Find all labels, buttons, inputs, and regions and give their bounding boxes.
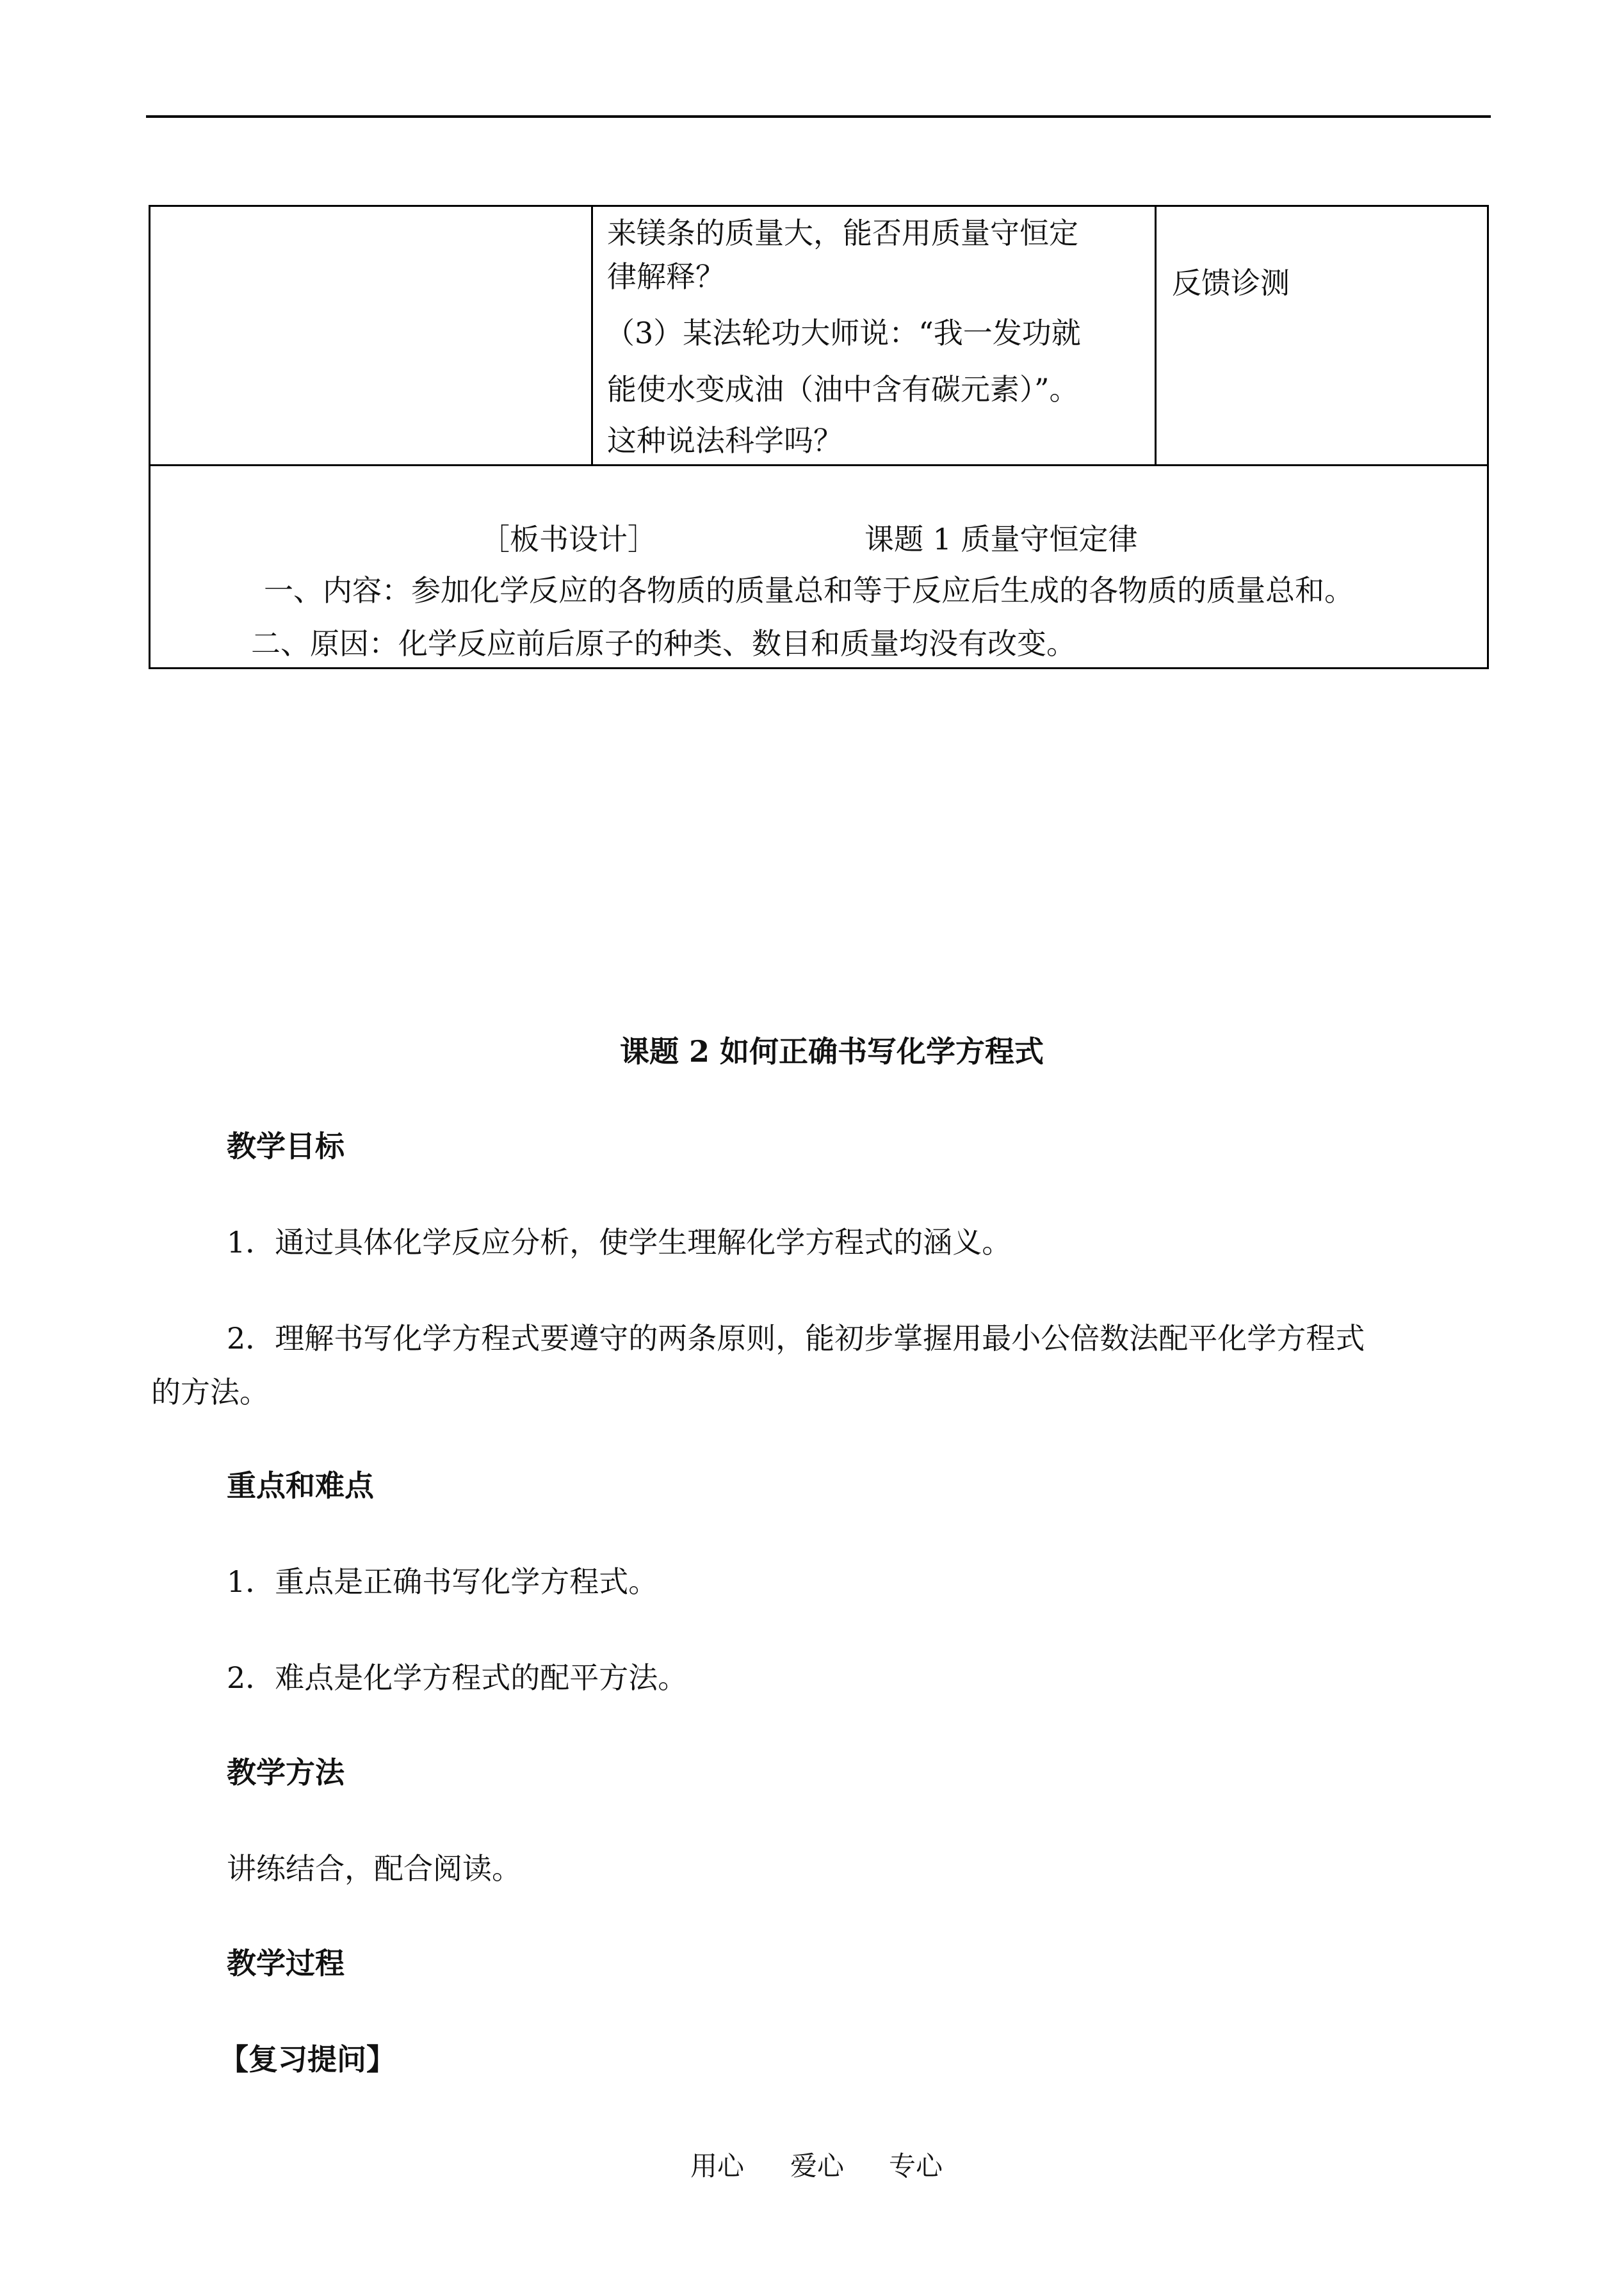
middle-cell-line: （3）某法轮功大师说：“我一发功就: [605, 316, 1081, 350]
middle-cell-line: 能使水变成油（油中含有碳元素）”。: [607, 372, 1079, 407]
section-heading: 教学目标: [227, 1129, 345, 1164]
keypoint-item: 1．重点是正确书写化学方程式。: [227, 1564, 658, 1599]
board-design-line: 二、原因：化学反应前后原子的种类、数目和质量均没有改变。: [251, 626, 1076, 661]
table-cell-right: [1155, 205, 1489, 466]
footer-item: 用心: [690, 2150, 745, 2182]
goal-item: 2．理解书写化学方程式要遵守的两条原则，能初步掌握用最小公倍数法配平化学方程式: [227, 1321, 1365, 1356]
middle-cell-line: 律解释？: [607, 259, 725, 294]
middle-cell-line: 这种说法科学吗？: [607, 423, 843, 458]
header-rule: [146, 115, 1491, 118]
middle-cell-line: 来镁条的质量大，能否用质量守恒定: [607, 216, 1078, 250]
subsection-heading: 【复习提问】: [219, 2042, 396, 2077]
board-design-line: 一、内容：参加化学反应的各物质的质量总和等于反应后生成的各物质的质量总和。: [264, 573, 1354, 608]
section-heading: 教学方法: [227, 1755, 345, 1790]
board-design-title: 课题 1 质量守恒定律: [865, 522, 1138, 556]
footer-item: 专心: [889, 2150, 943, 2182]
goal-item: 1．通过具体化学反应分析，使学生理解化学方程式的涵义。: [227, 1225, 1012, 1260]
right-cell-label: 反馈诊测: [1172, 266, 1290, 300]
footer-item: 爱心: [790, 2150, 845, 2182]
board-design-label: ［板书设计］: [480, 522, 657, 556]
lesson-title: 课题 2 如何正确书写化学方程式: [620, 1034, 1044, 1069]
method-text: 讲练结合，配合阅读。: [227, 1851, 521, 1886]
goal-item-continuation: 的方法。: [151, 1375, 269, 1409]
section-heading: 重点和难点: [227, 1468, 374, 1503]
section-heading: 教学过程: [227, 1946, 345, 1981]
keypoint-item: 2．难点是化学方程式的配平方法。: [227, 1660, 688, 1695]
table-cell-left: [149, 205, 593, 466]
